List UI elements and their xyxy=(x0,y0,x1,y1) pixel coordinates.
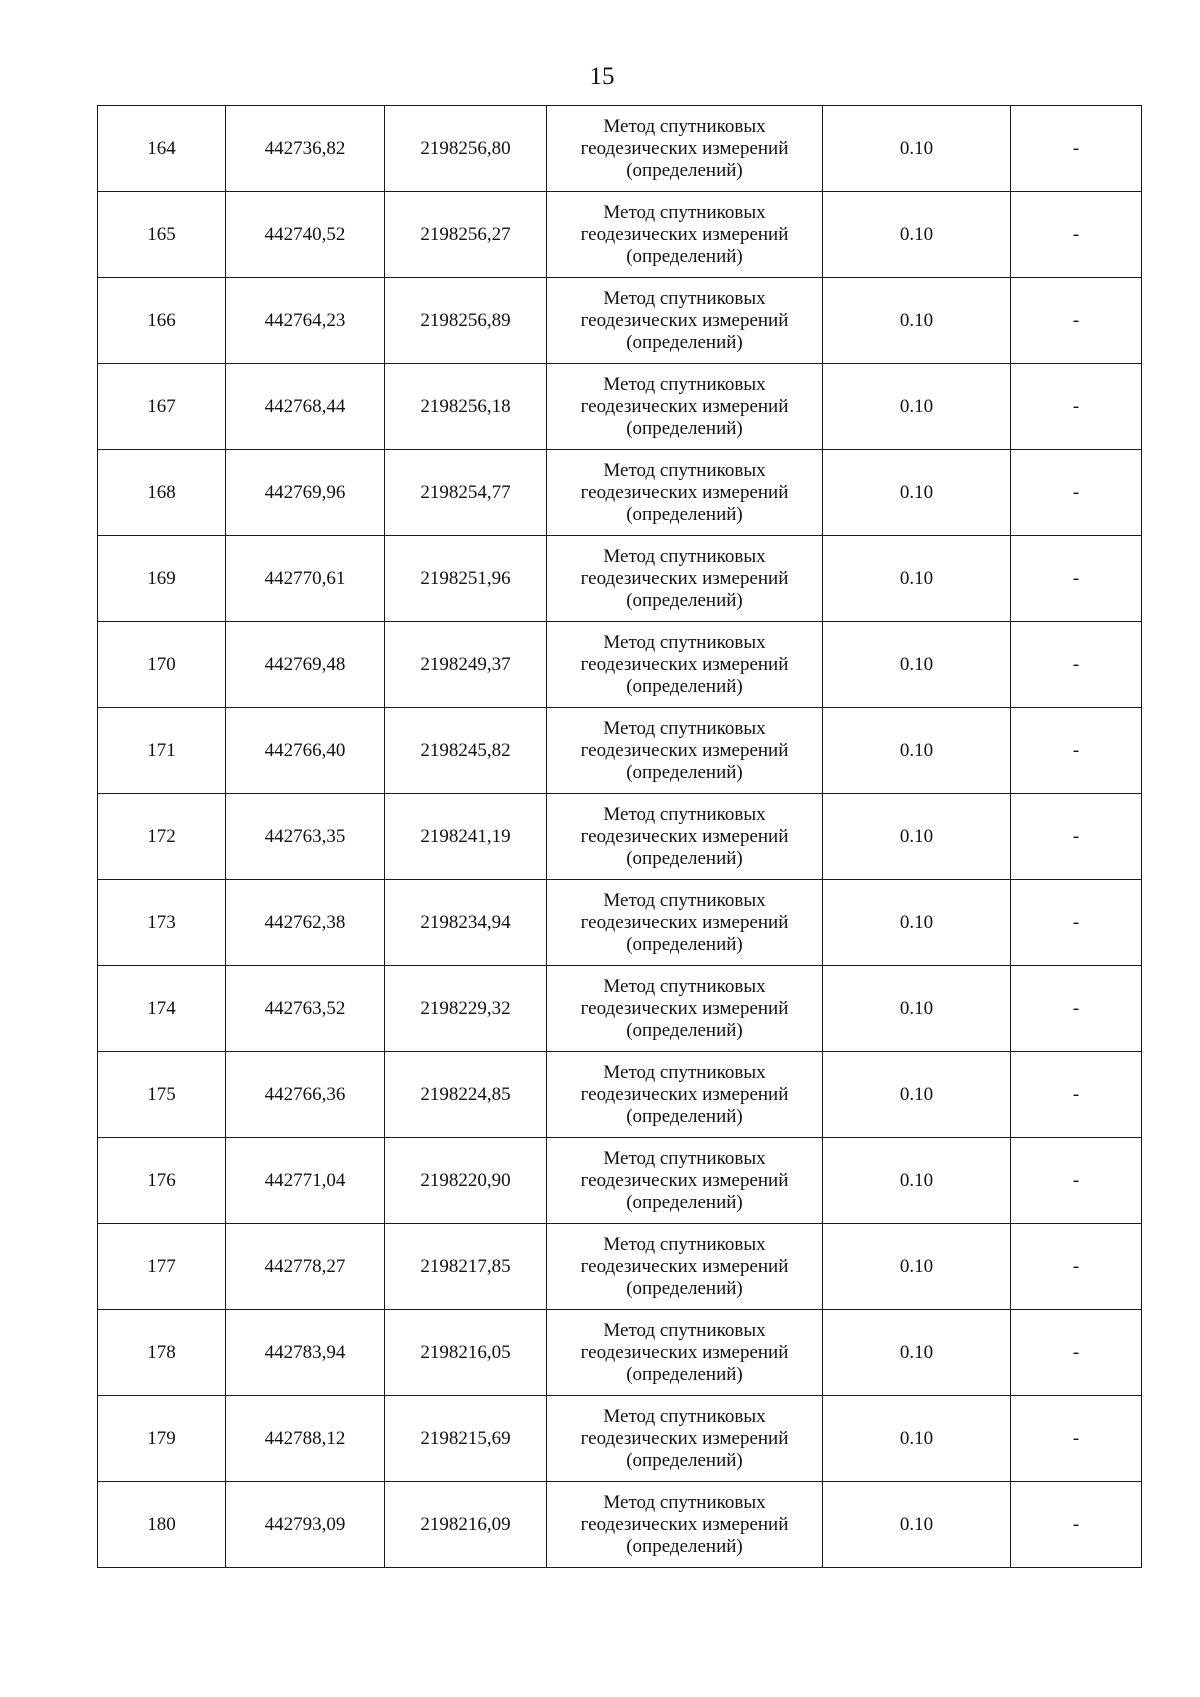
point-number-cell: 166 xyxy=(98,278,226,364)
method-line-3: (определений) xyxy=(626,1363,743,1385)
x-coordinate-cell: 442778,27 xyxy=(226,1224,385,1310)
method-line-2: геодезических измерений xyxy=(580,223,789,245)
accuracy-cell: 0.10 xyxy=(823,794,1011,880)
method-line-1: Метод спутниковых xyxy=(603,631,766,653)
table-row xyxy=(98,708,1142,794)
note-cell: - xyxy=(1011,364,1142,450)
y-coordinate-cell: 2198245,82 xyxy=(385,708,547,794)
y-coordinate-cell: 2198254,77 xyxy=(385,450,547,536)
method-line-1: Метод спутниковых xyxy=(603,1319,766,1341)
accuracy-cell: 0.10 xyxy=(823,1052,1011,1138)
method-line-3: (определений) xyxy=(626,1277,743,1299)
method-line-1: Метод спутниковых xyxy=(603,545,766,567)
method-cell xyxy=(547,278,823,364)
point-number-cell: 165 xyxy=(98,192,226,278)
x-coordinate-cell: 442762,38 xyxy=(226,880,385,966)
point-number-cell: 180 xyxy=(98,1482,226,1568)
table-row xyxy=(98,1482,1142,1568)
method-line-2: геодезических измерений xyxy=(580,137,789,159)
method-line-2: геодезических измерений xyxy=(580,1427,789,1449)
method-cell xyxy=(547,106,823,192)
table-row xyxy=(98,1224,1142,1310)
y-coordinate-cell: 2198256,27 xyxy=(385,192,547,278)
x-coordinate-cell: 442768,44 xyxy=(226,364,385,450)
method-line-3: (определений) xyxy=(626,761,743,783)
point-number-cell: 171 xyxy=(98,708,226,794)
y-coordinate-cell: 2198215,69 xyxy=(385,1396,547,1482)
method-line-1: Метод спутниковых xyxy=(603,1233,766,1255)
method-line-2: геодезических измерений xyxy=(580,1341,789,1363)
note-cell: - xyxy=(1011,966,1142,1052)
x-coordinate-cell: 442766,36 xyxy=(226,1052,385,1138)
method-line-1: Метод спутниковых xyxy=(603,803,766,825)
note-cell: - xyxy=(1011,1482,1142,1568)
method-line-1: Метод спутниковых xyxy=(603,717,766,739)
x-coordinate-cell: 442740,52 xyxy=(226,192,385,278)
method-cell xyxy=(547,1310,823,1396)
method-line-2: геодезических измерений xyxy=(580,1083,789,1105)
point-number-cell: 178 xyxy=(98,1310,226,1396)
table-row xyxy=(98,1138,1142,1224)
table-row xyxy=(98,364,1142,450)
accuracy-cell: 0.10 xyxy=(823,622,1011,708)
method-line-1: Метод спутниковых xyxy=(603,1147,766,1169)
method-line-3: (определений) xyxy=(626,847,743,869)
method-cell xyxy=(547,880,823,966)
method-line-2: геодезических измерений xyxy=(580,481,789,503)
point-number-cell: 176 xyxy=(98,1138,226,1224)
method-line-2: геодезических измерений xyxy=(580,653,789,675)
method-line-2: геодезических измерений xyxy=(580,739,789,761)
point-number-cell: 168 xyxy=(98,450,226,536)
method-line-1: Метод спутниковых xyxy=(603,1061,766,1083)
accuracy-cell: 0.10 xyxy=(823,536,1011,622)
method-cell xyxy=(547,1052,823,1138)
method-line-2: геодезических измерений xyxy=(580,825,789,847)
page-number: 15 xyxy=(589,63,615,90)
x-coordinate-cell: 442771,04 xyxy=(226,1138,385,1224)
method-line-1: Метод спутниковых xyxy=(603,201,766,223)
y-coordinate-cell: 2198216,05 xyxy=(385,1310,547,1396)
method-line-2: геодезических измерений xyxy=(580,309,789,331)
method-cell xyxy=(547,966,823,1052)
x-coordinate-cell: 442769,96 xyxy=(226,450,385,536)
method-line-1: Метод спутниковых xyxy=(603,1491,766,1513)
table-row xyxy=(98,106,1142,192)
method-line-3: (определений) xyxy=(626,1191,743,1213)
note-cell: - xyxy=(1011,1396,1142,1482)
point-number-cell: 179 xyxy=(98,1396,226,1482)
method-line-2: геодезических измерений xyxy=(580,395,789,417)
table-row xyxy=(98,1396,1142,1482)
note-cell: - xyxy=(1011,708,1142,794)
method-line-3: (определений) xyxy=(626,1449,743,1471)
table-row xyxy=(98,192,1142,278)
x-coordinate-cell: 442763,52 xyxy=(226,966,385,1052)
accuracy-cell: 0.10 xyxy=(823,1138,1011,1224)
method-line-3: (определений) xyxy=(626,933,743,955)
method-cell xyxy=(547,450,823,536)
y-coordinate-cell: 2198249,37 xyxy=(385,622,547,708)
x-coordinate-cell: 442788,12 xyxy=(226,1396,385,1482)
method-line-1: Метод спутниковых xyxy=(603,889,766,911)
method-line-3: (определений) xyxy=(626,1105,743,1127)
table-row xyxy=(98,536,1142,622)
x-coordinate-cell: 442763,35 xyxy=(226,794,385,880)
note-cell: - xyxy=(1011,1052,1142,1138)
y-coordinate-cell: 2198220,90 xyxy=(385,1138,547,1224)
point-number-cell: 169 xyxy=(98,536,226,622)
point-number-cell: 173 xyxy=(98,880,226,966)
note-cell: - xyxy=(1011,450,1142,536)
x-coordinate-cell: 442783,94 xyxy=(226,1310,385,1396)
method-line-1: Метод спутниковых xyxy=(603,373,766,395)
accuracy-cell: 0.10 xyxy=(823,278,1011,364)
point-number-cell: 164 xyxy=(98,106,226,192)
y-coordinate-cell: 2198256,89 xyxy=(385,278,547,364)
method-line-3: (определений) xyxy=(626,675,743,697)
note-cell: - xyxy=(1011,192,1142,278)
method-line-1: Метод спутниковых xyxy=(603,115,766,137)
y-coordinate-cell: 2198241,19 xyxy=(385,794,547,880)
method-line-1: Метод спутниковых xyxy=(603,459,766,481)
x-coordinate-cell: 442766,40 xyxy=(226,708,385,794)
method-line-3: (определений) xyxy=(626,1535,743,1557)
method-line-2: геодезических измерений xyxy=(580,567,789,589)
x-coordinate-cell: 442769,48 xyxy=(226,622,385,708)
table-row xyxy=(98,278,1142,364)
method-line-2: геодезических измерений xyxy=(580,1513,789,1535)
point-number-cell: 174 xyxy=(98,966,226,1052)
note-cell: - xyxy=(1011,536,1142,622)
note-cell: - xyxy=(1011,1310,1142,1396)
table-row xyxy=(98,966,1142,1052)
y-coordinate-cell: 2198251,96 xyxy=(385,536,547,622)
accuracy-cell: 0.10 xyxy=(823,106,1011,192)
method-line-3: (определений) xyxy=(626,503,743,525)
x-coordinate-cell: 442736,82 xyxy=(226,106,385,192)
y-coordinate-cell: 2198256,18 xyxy=(385,364,547,450)
table-row xyxy=(98,1310,1142,1396)
method-line-2: геодезических измерений xyxy=(580,1255,789,1277)
method-cell xyxy=(547,622,823,708)
table-row xyxy=(98,450,1142,536)
method-line-2: геодезических измерений xyxy=(580,1169,789,1191)
method-cell xyxy=(547,1224,823,1310)
accuracy-cell: 0.10 xyxy=(823,880,1011,966)
method-line-3: (определений) xyxy=(626,245,743,267)
method-cell xyxy=(547,364,823,450)
method-line-3: (определений) xyxy=(626,417,743,439)
y-coordinate-cell: 2198234,94 xyxy=(385,880,547,966)
point-number-cell: 170 xyxy=(98,622,226,708)
note-cell: - xyxy=(1011,278,1142,364)
accuracy-cell: 0.10 xyxy=(823,1310,1011,1396)
accuracy-cell: 0.10 xyxy=(823,192,1011,278)
table-row xyxy=(98,622,1142,708)
method-cell xyxy=(547,536,823,622)
accuracy-cell: 0.10 xyxy=(823,364,1011,450)
method-line-3: (определений) xyxy=(626,1019,743,1041)
method-line-2: геодезических измерений xyxy=(580,911,789,933)
method-line-1: Метод спутниковых xyxy=(603,975,766,997)
method-line-3: (определений) xyxy=(626,589,743,611)
accuracy-cell: 0.10 xyxy=(823,1224,1011,1310)
note-cell: - xyxy=(1011,880,1142,966)
x-coordinate-cell: 442793,09 xyxy=(226,1482,385,1568)
point-number-cell: 177 xyxy=(98,1224,226,1310)
point-number-cell: 172 xyxy=(98,794,226,880)
accuracy-cell: 0.10 xyxy=(823,966,1011,1052)
coordinates-table xyxy=(97,105,1142,1568)
y-coordinate-cell: 2198216,09 xyxy=(385,1482,547,1568)
note-cell: - xyxy=(1011,622,1142,708)
table-row xyxy=(98,880,1142,966)
note-cell: - xyxy=(1011,1224,1142,1310)
method-cell xyxy=(547,1138,823,1224)
x-coordinate-cell: 442764,23 xyxy=(226,278,385,364)
note-cell: - xyxy=(1011,1138,1142,1224)
method-cell xyxy=(547,794,823,880)
x-coordinate-cell: 442770,61 xyxy=(226,536,385,622)
method-line-2: геодезических измерений xyxy=(580,997,789,1019)
accuracy-cell: 0.10 xyxy=(823,708,1011,794)
method-line-3: (определений) xyxy=(626,331,743,353)
method-line-1: Метод спутниковых xyxy=(603,1405,766,1427)
table-row xyxy=(98,794,1142,880)
method-line-3: (определений) xyxy=(626,159,743,181)
method-cell xyxy=(547,708,823,794)
accuracy-cell: 0.10 xyxy=(823,450,1011,536)
accuracy-cell: 0.10 xyxy=(823,1396,1011,1482)
note-cell: - xyxy=(1011,106,1142,192)
y-coordinate-cell: 2198217,85 xyxy=(385,1224,547,1310)
note-cell: - xyxy=(1011,794,1142,880)
method-cell xyxy=(547,1396,823,1482)
table-body xyxy=(98,106,1142,1568)
y-coordinate-cell: 2198256,80 xyxy=(385,106,547,192)
y-coordinate-cell: 2198224,85 xyxy=(385,1052,547,1138)
method-line-1: Метод спутниковых xyxy=(603,287,766,309)
point-number-cell: 175 xyxy=(98,1052,226,1138)
y-coordinate-cell: 2198229,32 xyxy=(385,966,547,1052)
method-cell xyxy=(547,1482,823,1568)
table-row xyxy=(98,1052,1142,1138)
accuracy-cell: 0.10 xyxy=(823,1482,1011,1568)
method-cell xyxy=(547,192,823,278)
point-number-cell: 167 xyxy=(98,364,226,450)
